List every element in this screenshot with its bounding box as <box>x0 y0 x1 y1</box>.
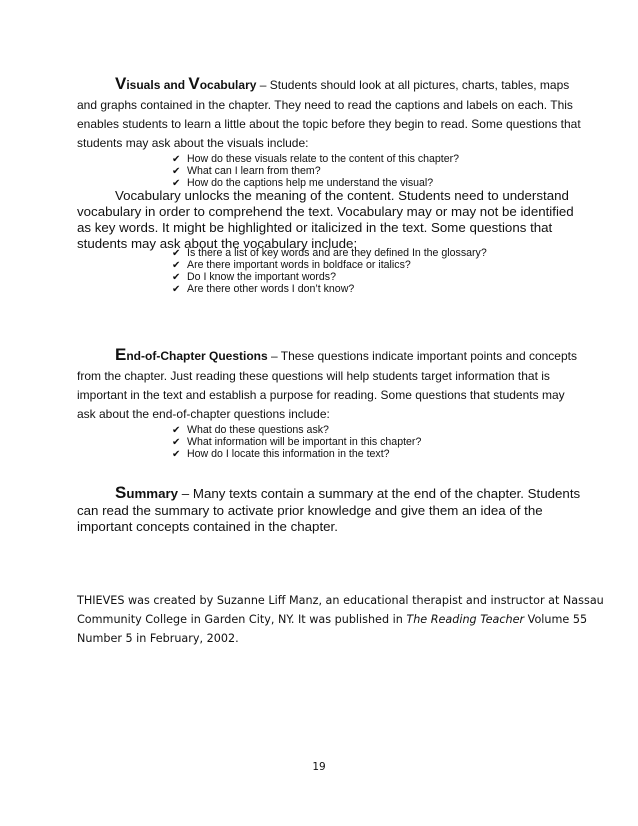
vocabulary-checklist <box>172 247 487 295</box>
dropcap-v2: V <box>188 74 200 93</box>
paragraph-line: vocabulary in order to comprehend the text. Vocabulary may or may not be identified <box>77 204 574 219</box>
end-of-chapter-paragraph <box>77 367 565 424</box>
paragraph-line: ask about the end-of-chapter questions include: <box>77 407 330 421</box>
checklist-item: ✔ Do I know the important words? <box>172 271 336 283</box>
summary-heading <box>115 485 580 502</box>
check-icon: ✔ <box>172 437 181 448</box>
paragraph-line: can read the summary to activate prior knowledge and give them an idea of the <box>77 503 543 518</box>
paragraph-line: students may ask about the visuals include: <box>77 136 309 150</box>
vocabulary-paragraph <box>77 188 574 252</box>
check-icon: ✔ <box>172 449 181 460</box>
check-icon: ✔ <box>172 284 181 295</box>
checklist-item: ✔ Is there a list of key words and are they defined In the glossary? <box>172 247 487 259</box>
paragraph-line: important concepts contained in the chapter. <box>77 519 338 534</box>
check-icon: ✔ <box>172 260 181 271</box>
heading-text: nd-of-Chapter Questions <box>126 349 268 363</box>
heading-text-1: isuals and <box>126 78 189 92</box>
checklist-item: ✔ Are there other words I don’t know? <box>172 283 355 295</box>
checklist-item: ✔ Are there important words in boldface or italics? <box>172 259 411 271</box>
visuals-paragraph <box>77 96 581 153</box>
end-of-chapter-checklist <box>172 424 421 460</box>
credit-paragraph <box>77 591 604 648</box>
credit-line-3: Number 5 in February, 2002. <box>77 632 239 645</box>
heading-text: ummary <box>126 486 179 501</box>
paragraph-line: important in the text and establish a purpose for reading. Some questions that students may <box>77 388 565 402</box>
journal-title: The Reading Teacher <box>406 613 525 626</box>
paragraph-line: from the chapter. Just reading these questions will help students target information that is <box>77 369 550 383</box>
check-icon: ✔ <box>172 166 181 177</box>
checklist-item: ✔ What information will be important in this chapter? <box>172 436 422 448</box>
heading-text-2: ocabulary <box>199 78 257 92</box>
check-icon: ✔ <box>172 178 181 189</box>
paragraph-line: Vocabulary unlocks the meaning of the content. Students need to understand <box>115 188 569 203</box>
dropcap-e: E <box>115 345 127 364</box>
checklist-item: ✔ How do I locate this information in the text? <box>172 448 390 460</box>
check-icon: ✔ <box>172 272 181 283</box>
page-number: 19 <box>312 761 326 773</box>
end-of-chapter-heading <box>115 345 577 366</box>
credit-line-1: THIEVES was created by Suzanne Liff Manz, an educational therapist and instructor at Nassau <box>77 594 604 607</box>
heading-dash-text: – Students should look at all pictures, charts, tables, maps <box>256 78 570 92</box>
check-icon: ✔ <box>172 154 181 165</box>
check-icon: ✔ <box>172 425 181 436</box>
visuals-heading <box>115 74 569 95</box>
checklist-item: ✔ What can I learn from them? <box>172 165 321 177</box>
paragraph-line: and graphs contained in the chapter. They need to read the captions and labels on each. This <box>77 98 573 112</box>
check-icon: ✔ <box>172 248 181 259</box>
heading-dash-text: – Many texts contain a summary at the end of the chapter. Students <box>178 486 581 501</box>
checklist-item: ✔ How do these visuals relate to the content of this chapter? <box>172 153 460 165</box>
paragraph-line: as key words. It might be highlighted or italicized in the text. Some questions that <box>77 220 553 235</box>
heading-dash-text: – These questions indicate important points and concepts <box>267 349 577 363</box>
paragraph-line: students may ask about the vocabulary include: <box>77 236 358 251</box>
dropcap-s: S <box>115 483 127 502</box>
checklist-item: ✔ How do the captions help me understand the visual? <box>172 177 434 189</box>
dropcap-v1: V <box>115 74 127 93</box>
checklist-item: ✔ What do these questions ask? <box>172 424 329 436</box>
credit-line-2: Community College in Garden City, NY. It was published in The Reading Teacher Volume 55 <box>77 613 588 626</box>
paragraph-line: enables students to learn a little about the topic before they begin to read. Some questions that <box>77 117 581 131</box>
summary-paragraph <box>77 503 543 535</box>
visuals-checklist <box>172 153 459 189</box>
